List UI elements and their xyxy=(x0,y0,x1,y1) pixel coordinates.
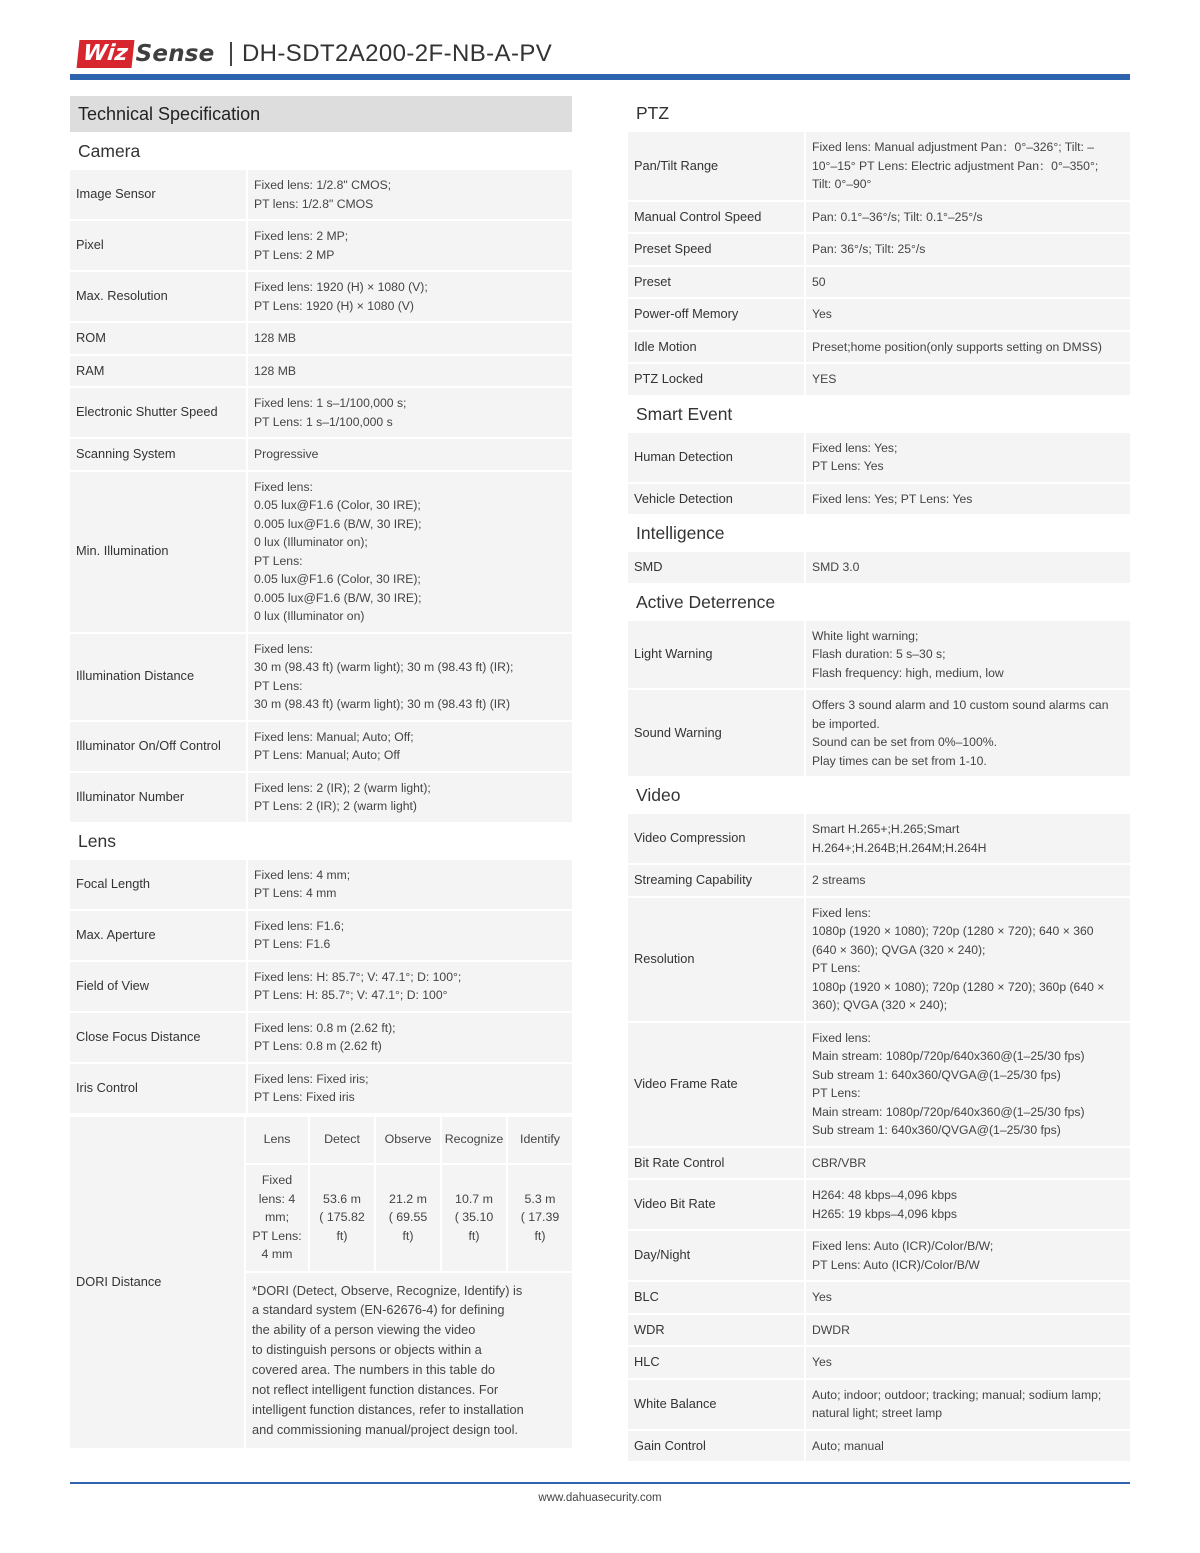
spec-value-line: Fixed lens: Fixed iris; xyxy=(254,1071,369,1086)
dori-value-line: ft) xyxy=(468,1228,480,1243)
spec-row xyxy=(70,272,572,321)
spec-value xyxy=(806,865,1130,896)
spec-row xyxy=(70,722,572,771)
spec-label: Electronic Shutter Speed xyxy=(70,388,246,437)
spec-value xyxy=(806,364,1130,395)
spec-row xyxy=(628,1023,1130,1146)
spec-value xyxy=(806,132,1130,200)
spec-table-intelligence xyxy=(626,550,1132,585)
spec-value xyxy=(248,634,572,720)
spec-row xyxy=(70,1117,572,1448)
spec-label: Human Detection xyxy=(628,433,804,482)
spec-value-line: Fixed lens: F1.6; xyxy=(254,918,345,933)
footer-rule xyxy=(70,1482,1130,1484)
spec-value-line: PT Lens: xyxy=(812,1086,861,1100)
dori-note-line: intelligent function distances, refer to installation xyxy=(252,1401,524,1417)
section-title-intelligence: Intelligence xyxy=(636,523,725,543)
spec-value-line: H265: 19 kbps–4,096 kbps xyxy=(812,1206,958,1221)
spec-label: WDR xyxy=(628,1315,804,1346)
spec-label: DORI Distance xyxy=(70,1117,244,1448)
dori-note-line: covered area. The numbers in this table do xyxy=(252,1362,496,1378)
section-title-active-deterrence: Active Deterrence xyxy=(636,591,776,612)
spec-table-smart-event xyxy=(626,431,1132,517)
technical-specification-title: Technical Specification xyxy=(70,96,572,132)
spec-row xyxy=(70,1013,572,1062)
spec-label: Preset Speed xyxy=(628,234,804,265)
spec-value-line: Fixed lens: 2 (IR); 2 (warm light); xyxy=(254,780,431,795)
spec-value-line: H.264+;H.264B;H.264M;H.264H xyxy=(812,840,987,855)
spec-value-line: White light warning; xyxy=(812,628,919,643)
spec-value xyxy=(806,552,1130,583)
spec-value xyxy=(248,439,572,470)
spec-value-line: PT Lens: H: 85.7°; V: 47.1°; D: 100° xyxy=(254,988,448,1002)
spec-row xyxy=(628,1347,1130,1378)
spec-row xyxy=(70,962,572,1011)
spec-value-line: Play times can be set from 1-10. xyxy=(812,753,987,768)
spec-value-line: 0.05 lux@F1.6 (Color, 30 IRE); xyxy=(254,572,421,586)
spec-value-line: Fixed lens: 2 MP; xyxy=(254,229,349,243)
spec-value-line: PT lens: 1/2.8" CMOS xyxy=(254,196,374,211)
spec-row xyxy=(628,1148,1130,1179)
dori-value-line: 5.3 m xyxy=(524,1191,556,1206)
spec-row xyxy=(628,865,1130,896)
spec-value xyxy=(248,221,572,270)
spec-value-line: Sub stream 1: 640x360/QVGA@(1–25/30 fps) xyxy=(812,1123,1061,1137)
dori-note xyxy=(246,1273,572,1448)
spec-value xyxy=(806,1347,1130,1378)
spec-value-line: 0 lux (Illuminator on); xyxy=(254,535,368,549)
dori-header-cell: Recognize xyxy=(442,1117,506,1163)
dori-header-cell: Lens xyxy=(246,1117,308,1163)
spec-row xyxy=(628,299,1130,330)
spec-label: Video Compression xyxy=(628,814,804,863)
section-title-ptz: PTZ xyxy=(636,103,670,123)
spec-value-line: Preset;home position(only supports setting on DMSS) xyxy=(812,339,1102,354)
logo-sense-text: Sense xyxy=(135,41,215,67)
spec-value-line: 0.005 lux@F1.6 (B/W, 30 IRE); xyxy=(254,516,422,531)
spec-value-line: 0.05 lux@F1.6 (Color, 30 IRE); xyxy=(254,498,421,512)
dori-note-line: a standard system (EN-62676-4) for defining xyxy=(252,1302,505,1318)
spec-value-line: PT Lens: xyxy=(254,553,303,568)
wizsense-logo xyxy=(78,39,214,69)
spec-value-line: Fixed lens: xyxy=(254,479,313,494)
spec-value-line: Smart H.265+;H.265;Smart xyxy=(812,822,960,836)
spec-row xyxy=(628,1431,1130,1462)
dori-header-cell: Identify xyxy=(508,1117,572,1163)
spec-value-line: PT Lens: Yes xyxy=(812,459,884,473)
left-column xyxy=(70,96,572,1450)
spec-value xyxy=(248,722,572,771)
section-title-smart-event: Smart Event xyxy=(636,403,733,424)
spec-row xyxy=(628,552,1130,583)
spec-value-line: PT Lens: Auto (ICR)/Color/B/W xyxy=(812,1257,980,1272)
spec-label: Vehicle Detection xyxy=(628,484,804,515)
spec-row xyxy=(628,202,1130,233)
spec-value-line: 2 streams xyxy=(812,873,866,887)
dori-header-cell: Observe xyxy=(376,1117,440,1163)
spec-label: Scanning System xyxy=(70,439,246,470)
spec-table-video xyxy=(626,812,1132,1463)
dori-value-line: ( 35.10 xyxy=(454,1210,494,1225)
spec-value-line: Yes xyxy=(812,307,832,321)
spec-value xyxy=(806,1180,1130,1229)
spec-row xyxy=(628,621,1130,689)
spec-label: Illuminator On/Off Control xyxy=(70,722,246,771)
spec-value xyxy=(806,898,1130,1021)
spec-row xyxy=(70,773,572,822)
spec-row xyxy=(628,433,1130,482)
dori-table xyxy=(246,1117,572,1448)
spec-value-line: PT Lens: xyxy=(812,961,861,975)
spec-table-camera xyxy=(68,168,574,824)
spec-row xyxy=(628,132,1130,200)
spec-value-line: 30 m (98.43 ft) (warm light); 30 m (98.43 ft) (IR) xyxy=(254,697,511,711)
spec-row xyxy=(70,860,572,909)
spec-value-line: Fixed lens: 1 s–1/100,000 s; xyxy=(254,396,407,410)
spec-value-line: 50 xyxy=(812,274,826,289)
spec-row xyxy=(70,439,572,470)
spec-row xyxy=(628,690,1130,776)
spec-label: Sound Warning xyxy=(628,690,804,776)
spec-value xyxy=(806,332,1130,363)
spec-table-dori xyxy=(68,1115,574,1450)
spec-label: Preset xyxy=(628,267,804,298)
spec-value-line: Sound can be set from 0%–100%. xyxy=(812,735,997,749)
spec-value-line: Fixed lens: 0.8 m (2.62 ft); xyxy=(254,1020,396,1035)
spec-label: Iris Control xyxy=(70,1064,246,1113)
spec-label: Illuminator Number xyxy=(70,773,246,822)
dori-note-line: and commissioning manual/project design tool. xyxy=(252,1421,519,1437)
spec-value-line: Offers 3 sound alarm and 10 custom sound alarms can xyxy=(812,698,1109,712)
spec-value-line: PT Lens: 1 s–1/100,000 s xyxy=(254,414,393,429)
spec-row xyxy=(628,267,1130,298)
spec-value-line: PT Lens: 0.8 m (2.62 ft) xyxy=(254,1039,382,1053)
spec-value xyxy=(806,1148,1130,1179)
spec-label: ROM xyxy=(70,323,246,354)
dori-value-line: ft) xyxy=(336,1228,348,1243)
spec-value xyxy=(248,860,572,909)
dori-value-line: ( 69.55 xyxy=(388,1210,428,1225)
dori-note-line: to distinguish persons or objects within a xyxy=(252,1342,482,1358)
spec-value-line: Tilt: 0°–90° xyxy=(812,177,872,191)
dori-value-text xyxy=(252,1171,301,1264)
logo-wiz-mark: Wiz xyxy=(77,40,135,68)
spec-value xyxy=(248,323,572,354)
spec-value-line: (640 × 360); QVGA (320 × 240); xyxy=(812,942,986,957)
spec-row xyxy=(628,234,1130,265)
spec-label: Pixel xyxy=(70,221,246,270)
dori-value-cell xyxy=(442,1165,506,1271)
spec-value-line: Fixed lens: 1920 (H) × 1080 (V); xyxy=(254,280,428,294)
spec-value-line: Main stream: 1080p/720p/640x360@(1–25/30 fps) xyxy=(812,1104,1085,1119)
spec-value xyxy=(806,1431,1130,1462)
spec-value xyxy=(806,433,1130,482)
spec-value-line: 0.005 lux@F1.6 (B/W, 30 IRE); xyxy=(254,590,422,605)
dori-value-line: 10.7 m xyxy=(455,1191,493,1206)
spec-value-line: PT Lens: 1920 (H) × 1080 (V) xyxy=(254,298,414,313)
spec-row xyxy=(628,1315,1130,1346)
section-title-video: Video xyxy=(636,785,681,805)
spec-value xyxy=(806,234,1130,265)
spec-value-line: 1080p (1920 × 1080); 720p (1280 × 720); 360p (640 × xyxy=(812,979,1105,994)
spec-value-line: 30 m (98.43 ft) (warm light); 30 m (98.43 ft) (IR); xyxy=(254,660,514,674)
spec-value-line: Yes xyxy=(812,1290,832,1304)
spec-value xyxy=(248,388,572,437)
spec-row xyxy=(70,356,572,387)
spec-row xyxy=(628,898,1130,1021)
spec-label: PTZ Locked xyxy=(628,364,804,395)
header-rule xyxy=(70,74,1130,80)
header-divider xyxy=(230,42,232,66)
spec-value-line: Fixed lens: Yes; PT Lens: Yes xyxy=(812,491,973,506)
spec-row xyxy=(628,1231,1130,1280)
dori-value-cell xyxy=(246,1165,308,1271)
spec-label: Max. Resolution xyxy=(70,272,246,321)
spec-value-line: Yes xyxy=(812,1355,832,1369)
spec-row xyxy=(70,323,572,354)
spec-value-line: Auto; indoor; outdoor; tracking; manual; sodium lamp; xyxy=(812,1387,1102,1402)
spec-label: Gain Control xyxy=(628,1431,804,1462)
spec-label: Illumination Distance xyxy=(70,634,246,720)
spec-value-line: Fixed lens: xyxy=(812,1030,871,1045)
dori-value-line: mm; xyxy=(264,1210,290,1225)
spec-label: Streaming Capability xyxy=(628,865,804,896)
spec-value xyxy=(248,356,572,387)
dori-value-line: PT Lens: xyxy=(252,1228,302,1243)
spec-row xyxy=(628,814,1130,863)
spec-value-line: Sub stream 1: 640x360/QVGA@(1–25/30 fps) xyxy=(812,1067,1061,1082)
spec-value-line: Fixed lens: Manual adjustment Pan：0°–326°; Tilt: – xyxy=(812,140,1095,154)
spec-row xyxy=(628,364,1130,395)
spec-value-line: 0 lux (Illuminator on) xyxy=(254,609,365,623)
footer-url: www.dahuasecurity.com xyxy=(538,1492,662,1504)
spec-label: Image Sensor xyxy=(70,170,246,219)
spec-label: Focal Length xyxy=(70,860,246,909)
spec-table-lens xyxy=(68,858,574,1115)
spec-label: HLC xyxy=(628,1347,804,1378)
spec-value xyxy=(806,690,1130,776)
spec-value-line: PT Lens: xyxy=(254,678,303,693)
spec-value-line: 360); QVGA (320 × 240); xyxy=(812,998,948,1012)
dori-value-line: Fixed xyxy=(261,1173,293,1188)
dori-value-cell xyxy=(508,1165,572,1271)
spec-value xyxy=(248,1064,572,1113)
spec-value-line: YES xyxy=(812,372,837,386)
spec-value xyxy=(248,272,572,321)
dori-value-text xyxy=(319,1190,364,1246)
spec-row xyxy=(628,332,1130,363)
spec-value-line: Fixed lens: xyxy=(254,641,313,656)
spec-label: Resolution xyxy=(628,898,804,1021)
spec-row xyxy=(628,1380,1130,1429)
spec-label: Min. Illumination xyxy=(70,472,246,632)
spec-label: RAM xyxy=(70,356,246,387)
spec-row xyxy=(70,1064,572,1113)
dori-value-line: 53.6 m xyxy=(323,1191,361,1206)
spec-row xyxy=(628,484,1130,515)
spec-value-line: Progressive xyxy=(254,447,319,461)
spec-label: Pan/Tilt Range xyxy=(628,132,804,200)
section-title-camera: Camera xyxy=(78,141,141,161)
spec-value-line: 1080p (1920 × 1080); 720p (1280 × 720); 640 × 360 xyxy=(812,924,1094,938)
spec-table-active-deterrence xyxy=(626,619,1132,779)
spec-value-line: 10°–15° PT Lens: Electric adjustment Pan：0°–350°; xyxy=(812,158,1099,173)
right-column xyxy=(628,96,1130,1463)
spec-row xyxy=(70,388,572,437)
spec-value-line: Fixed lens: 1/2.8" CMOS; xyxy=(254,178,392,192)
spec-label: BLC xyxy=(628,1282,804,1313)
spec-row xyxy=(70,221,572,270)
spec-value xyxy=(806,202,1130,233)
spec-value-line: PT Lens: Fixed iris xyxy=(254,1090,355,1104)
spec-value-line: SMD 3.0 xyxy=(812,560,860,574)
dori-value-line: ft) xyxy=(402,1228,414,1243)
spec-row xyxy=(70,170,572,219)
spec-value-line: H264: 48 kbps–4,096 kbps xyxy=(812,1188,958,1202)
spec-value xyxy=(806,1282,1130,1313)
dori-value-line: 21.2 m xyxy=(389,1191,427,1206)
spec-label: Manual Control Speed xyxy=(628,202,804,233)
dori-value-cell xyxy=(310,1165,374,1271)
spec-label: Close Focus Distance xyxy=(70,1013,246,1062)
spec-value-line: natural light; street lamp xyxy=(812,1406,943,1420)
spec-label: Video Bit Rate xyxy=(628,1180,804,1229)
spec-value-line: 128 MB xyxy=(254,331,297,345)
spec-value xyxy=(806,484,1130,515)
spec-value-line: Flash duration: 5 s–30 s; xyxy=(812,647,946,661)
spec-label: Power-off Memory xyxy=(628,299,804,330)
dori-value-text xyxy=(521,1190,560,1246)
spec-value xyxy=(806,1315,1130,1346)
spec-value-line: CBR/VBR xyxy=(812,1155,867,1170)
spec-value xyxy=(806,814,1130,863)
spec-value-line: PT Lens: 2 (IR); 2 (warm light) xyxy=(254,799,417,813)
spec-value xyxy=(806,1380,1130,1429)
page-header xyxy=(78,36,552,72)
spec-value-line: 128 MB xyxy=(254,363,297,378)
spec-value-line: Pan: 0.1°–36°/s; Tilt: 0.1°–25°/s xyxy=(812,209,983,224)
spec-label: Field of View xyxy=(70,962,246,1011)
spec-value-line: PT Lens: F1.6 xyxy=(254,937,331,951)
spec-value-line: PT Lens: 2 MP xyxy=(254,247,335,262)
spec-label: Bit Rate Control xyxy=(628,1148,804,1179)
spec-value xyxy=(248,911,572,960)
spec-value-line: Fixed lens: Auto (ICR)/Color/B/W; xyxy=(812,1239,994,1253)
spec-value-line: Flash frequency: high, medium, low xyxy=(812,665,1004,680)
spec-value xyxy=(806,267,1130,298)
spec-table-ptz xyxy=(626,130,1132,397)
spec-value xyxy=(248,773,572,822)
model-number: DH-SDT2A200-2F-NB-A-PV xyxy=(241,40,553,67)
spec-label: Max. Aperture xyxy=(70,911,246,960)
spec-value-line: Fixed lens: 4 mm; xyxy=(254,867,351,882)
spec-value xyxy=(248,1013,572,1062)
spec-value-line: Pan: 36°/s; Tilt: 25°/s xyxy=(812,242,926,256)
dori-header-cell: Detect xyxy=(310,1117,374,1163)
spec-value xyxy=(248,472,572,632)
spec-row xyxy=(70,472,572,632)
dori-value-line: ( 175.82 xyxy=(319,1210,365,1225)
spec-value xyxy=(806,299,1130,330)
dori-note-line: the ability of a person viewing the video xyxy=(252,1322,476,1338)
spec-value-line: Fixed lens: xyxy=(812,905,871,920)
spec-value-line: Fixed lens: Yes; xyxy=(812,440,898,455)
spec-row xyxy=(70,911,572,960)
dori-value-cell xyxy=(376,1165,440,1271)
dori-value-text xyxy=(389,1190,428,1246)
spec-label: White Balance xyxy=(628,1380,804,1429)
dori-grid xyxy=(246,1117,572,1271)
spec-value-line: be imported. xyxy=(812,716,880,731)
section-title-lens: Lens xyxy=(78,830,116,851)
spec-value xyxy=(806,1231,1130,1280)
dori-value-line: lens: 4 xyxy=(258,1191,296,1206)
spec-value xyxy=(806,1023,1130,1146)
spec-label: Video Frame Rate xyxy=(628,1023,804,1146)
dori-note-line: *DORI (Detect, Observe, Recognize, Identify) is xyxy=(252,1282,523,1298)
spec-label: Light Warning xyxy=(628,621,804,689)
spec-value-line: Auto; manual xyxy=(812,1438,884,1453)
dori-value-line: ft) xyxy=(534,1228,546,1243)
spec-row xyxy=(70,634,572,720)
dori-value-line: ( 17.39 xyxy=(520,1210,560,1225)
spec-value-line: Fixed lens: H: 85.7°; V: 47.1°; D: 100°; xyxy=(254,969,462,984)
spec-value-line: Fixed lens: Manual; Auto; Off; xyxy=(254,729,414,744)
spec-label: Day/Night xyxy=(628,1231,804,1280)
spec-value-line: PT Lens: Manual; Auto; Off xyxy=(254,748,400,762)
spec-row xyxy=(628,1282,1130,1313)
dori-value-line: 4 mm xyxy=(261,1247,293,1262)
spec-row xyxy=(628,1180,1130,1229)
dori-note-line: not reflect intelligent function distances. For xyxy=(252,1382,499,1398)
dori-value-text xyxy=(455,1190,494,1246)
spec-value xyxy=(806,621,1130,689)
spec-value-line: PT Lens: 4 mm xyxy=(254,886,337,900)
spec-value-line: DWDR xyxy=(812,1322,850,1337)
spec-value xyxy=(248,962,572,1011)
spec-value-line: Main stream: 1080p/720p/640x360@(1–25/30 fps) xyxy=(812,1049,1085,1063)
spec-label: SMD xyxy=(628,552,804,583)
spec-label: Idle Motion xyxy=(628,332,804,363)
spec-value xyxy=(248,170,572,219)
